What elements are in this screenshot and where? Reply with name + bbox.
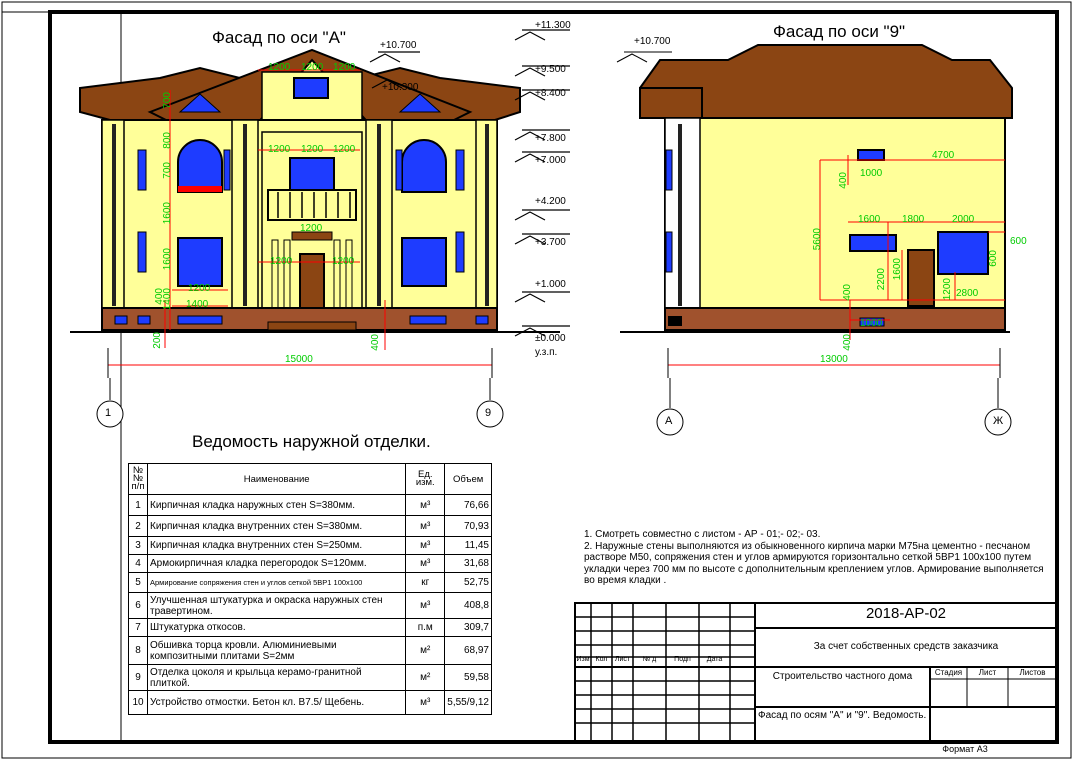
- cell: Улучшенная штукатурка и окраска наружных стен травертином.: [148, 593, 406, 619]
- stamp-col: Лист: [614, 656, 631, 663]
- dim-overall-9: 13000: [820, 354, 848, 365]
- cell: Штукатурка откосов.: [148, 619, 406, 637]
- dim-9: 1800: [902, 214, 925, 225]
- cell: 408,8: [445, 593, 492, 619]
- dim-a: 700: [162, 162, 173, 179]
- cell: Армирование сопряжения стен и углов сеткой 5ВР1 100х100: [148, 573, 406, 593]
- cell: м²: [406, 665, 445, 691]
- dim-a: 1400: [162, 288, 173, 311]
- stamp-stage: Стадия: [934, 668, 963, 677]
- col-unit: Ед. изм.: [406, 464, 445, 495]
- cell: 5: [129, 573, 148, 593]
- stamp-funding: За счет собственных средств заказчика: [813, 641, 999, 652]
- level-3700: +3.700: [535, 237, 566, 248]
- cell: 5,55/9,12: [445, 691, 492, 715]
- dim-a: 1600: [162, 202, 173, 225]
- table-row: [129, 516, 492, 537]
- facade-9-building: [617, 45, 1012, 408]
- dim-9: 600: [988, 250, 999, 267]
- table-row: [129, 691, 492, 715]
- col-vol: Объем: [445, 464, 492, 495]
- dim-a: 1200: [188, 283, 211, 294]
- table-row: [129, 593, 492, 619]
- stamp-format: Формат А3: [942, 744, 988, 754]
- facade-9-title: Фасад по оси "9": [773, 22, 906, 41]
- dim-9: 1000: [860, 168, 883, 179]
- stamp-col: Изм: [576, 656, 590, 663]
- stamp-lists: Листов: [1019, 668, 1046, 677]
- level-10700-a: +10.700: [380, 40, 417, 51]
- cell: 52,75: [445, 573, 492, 593]
- cell: м³: [406, 691, 445, 715]
- vedomost-title: Ведомость наружной отделки.: [192, 432, 431, 451]
- level-11300: +11.300: [535, 20, 571, 31]
- cell: м³: [406, 593, 445, 619]
- stamp-col: № д: [642, 656, 657, 663]
- axis-label-zh: Ж: [993, 415, 1004, 427]
- vedomost-table: [128, 463, 492, 715]
- dim-9: 4700: [932, 150, 955, 161]
- cell: Кирпичная кладка наружных стен S=380мм.: [148, 495, 406, 516]
- cell: 2: [129, 516, 148, 537]
- dim-9: 1600: [858, 214, 881, 225]
- cell: 68,97: [445, 637, 492, 665]
- cell: 59,58: [445, 665, 492, 691]
- dim-9: 1200: [942, 278, 953, 301]
- dim-9: 2000: [952, 214, 975, 225]
- cell: 9: [129, 665, 148, 691]
- cell: 10: [129, 691, 148, 715]
- dim-a: 1200: [301, 144, 324, 155]
- cell: 76,66: [445, 495, 492, 516]
- cell: 11,45: [445, 537, 492, 555]
- table-row: [129, 637, 492, 665]
- dim-a: 400: [370, 334, 381, 351]
- stamp-list: Лист: [978, 668, 997, 677]
- dim-9: 400: [842, 334, 853, 351]
- level-10700-9: +10.700: [634, 36, 671, 47]
- cell: Кирпичная кладка внутренних стен S=250мм.: [148, 537, 406, 555]
- dim-9: 1600: [892, 258, 903, 281]
- cell: Кирпичная кладка внутренних стен S=380мм.: [148, 516, 406, 537]
- level-9500: +9.500: [535, 64, 566, 75]
- dim-a: 1400: [186, 299, 209, 310]
- table-row: [129, 619, 492, 637]
- dim-a: 700: [162, 92, 173, 109]
- general-notes: [584, 529, 1054, 587]
- cell: 4: [129, 555, 148, 573]
- dim-a: 1200: [333, 144, 356, 155]
- level-4200: +4.200: [535, 196, 566, 207]
- cell: 31,68: [445, 555, 492, 573]
- cell: кг: [406, 573, 445, 593]
- level-1000: +1.000: [535, 279, 566, 290]
- note-1: 1. Смотреть совместно с листом - АР - 01;- 02;- 03.: [584, 529, 821, 540]
- axis-label-9: 9: [485, 407, 492, 419]
- dim-a: 1600: [162, 248, 173, 271]
- dim-9: 5600: [812, 228, 823, 251]
- axis-label-1: 1: [105, 407, 112, 419]
- table-row: [129, 537, 492, 555]
- cell: м³: [406, 537, 445, 555]
- dim-a: 400: [154, 288, 165, 305]
- note-2: 2. Наружные стены выполняются из обыкновенного кирпича марки М75на цементно - песчаном растворе М50, сопряжения стен и углов армируются горизонтально сеткой 5ВР1 100х100 путем укладки через 700 мм по высоте с дополнительным креплением углов. Армирование выполняется во время кладки .: [584, 540, 1044, 587]
- cell: м²: [406, 637, 445, 665]
- cell: п.м: [406, 619, 445, 637]
- table-row: [129, 555, 492, 573]
- stamp-project: Строительство частного дома: [772, 671, 913, 682]
- dim-overall-a: 15000: [285, 354, 313, 365]
- cell: 309,7: [445, 619, 492, 637]
- stamp-sheet-title: Фасад по осям "А" и "9". Ведомость.: [758, 710, 927, 721]
- level-10300: +10.300: [382, 82, 419, 93]
- cell: Армокирпичная кладка перегородок S=120мм.: [148, 555, 406, 573]
- ground-label: у.з.п.: [535, 347, 558, 358]
- dim-a: 1200: [268, 62, 291, 73]
- cell: 1: [129, 495, 148, 516]
- stamp-col: Подп: [674, 656, 691, 663]
- level-8400: +8.400: [535, 88, 566, 99]
- dim-a: 1200: [268, 144, 291, 155]
- dim-a: 1200: [301, 62, 324, 73]
- cell: Устройство отмостки. Бетон кл. В7.5/ Щебень.: [148, 691, 406, 715]
- dim-9: 2200: [876, 268, 887, 291]
- cell: Отделка цоколя и крыльца керамо-гранитной плиткой.: [148, 665, 406, 691]
- cell: 70,93: [445, 516, 492, 537]
- dim-9: 2800: [956, 288, 979, 299]
- col-num: №№ п/п: [129, 464, 148, 495]
- dim-9: 400: [842, 284, 853, 301]
- dim-a: 800: [162, 132, 173, 149]
- table-header-row: [129, 464, 492, 495]
- cell: 8: [129, 637, 148, 665]
- cell: м³: [406, 555, 445, 573]
- dim-9: 1000: [860, 318, 883, 329]
- cell: 7: [129, 619, 148, 637]
- facade-a-title: Фасад по оси "А": [212, 28, 346, 47]
- cell: м³: [406, 516, 445, 537]
- dim-9: 600: [1010, 236, 1027, 247]
- dim-a: 1200: [332, 256, 355, 267]
- cell: м³: [406, 495, 445, 516]
- cell: 3: [129, 537, 148, 555]
- level-0000: ±0.000: [535, 333, 566, 344]
- dim-a: 200: [152, 332, 163, 349]
- stamp-col: Дата: [706, 656, 723, 663]
- cell: 6: [129, 593, 148, 619]
- table-row: [129, 495, 492, 516]
- level-7800: +7.800: [535, 133, 566, 144]
- dim-a: 1200: [300, 223, 323, 234]
- table-row: [129, 665, 492, 691]
- level-7000: +7.000: [535, 155, 566, 166]
- col-name: Наименование: [148, 464, 406, 495]
- stamp-col: Кол: [595, 656, 608, 663]
- table-row: [129, 573, 492, 593]
- axis-label-a: А: [665, 415, 673, 427]
- dim-9: 400: [838, 172, 849, 189]
- dim-a: 1200: [333, 62, 356, 73]
- stamp-code: 2018-АР-02: [865, 605, 947, 622]
- dim-a: 1200: [270, 256, 293, 267]
- cell: Обшивка торца кровли. Алюминиевыми композитными плитами S=2мм: [148, 637, 406, 665]
